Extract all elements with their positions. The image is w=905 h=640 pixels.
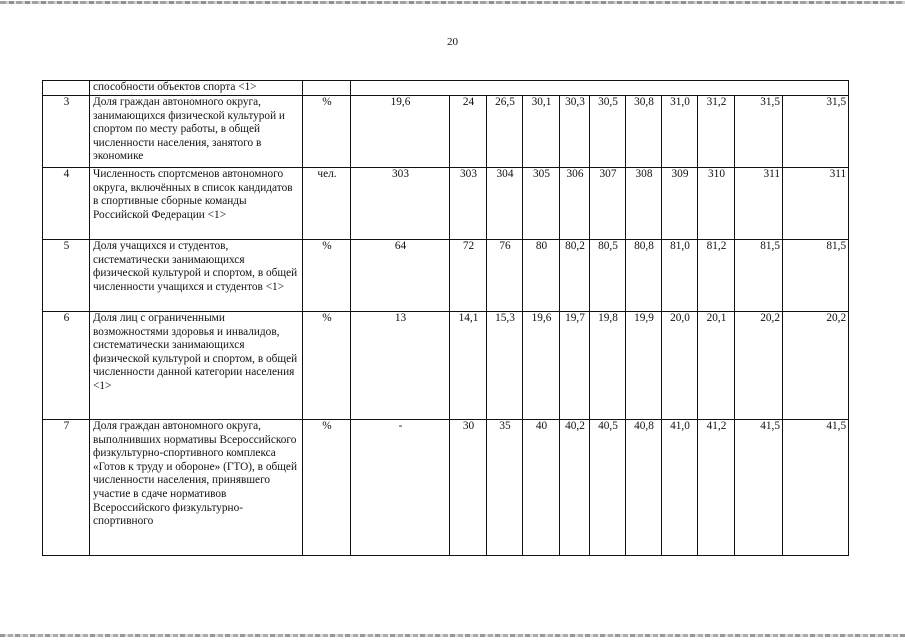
value-cell: 311: [735, 168, 783, 240]
unit-cell: %: [303, 420, 351, 556]
table-row: [43, 168, 849, 240]
unit-cell: %: [303, 96, 351, 168]
unit-cell: %: [303, 240, 351, 312]
value-cell: 31,5: [735, 96, 783, 168]
cell-num: [43, 81, 90, 96]
value-cell: -: [351, 420, 450, 556]
value-cell: 40,8: [626, 420, 662, 556]
table-row: [43, 420, 849, 556]
indicator-name: Доля учащихся и студентов, систематически занимающихся физической культурой и спортом, в общей численности учащихся и студентов <1>: [90, 240, 303, 312]
value-cell: 30,1: [523, 96, 560, 168]
value-cell: 35: [487, 420, 523, 556]
value-cell: 26,5: [487, 96, 523, 168]
value-cell: 19,8: [590, 312, 626, 420]
scan-edge-top: [0, 1, 905, 4]
value-cell: 20,1: [698, 312, 735, 420]
value-cell: 41,5: [735, 420, 783, 556]
value-cell: 309: [662, 168, 698, 240]
value-cell: 20,2: [735, 312, 783, 420]
indicator-name: Доля граждан автономного округа, занимающихся физической культурой и спортом по месту работы, в общей численности населения, занятого в экономике: [90, 96, 303, 168]
value-cell: 80,8: [626, 240, 662, 312]
table-row: [43, 240, 849, 312]
value-cell: 20,2: [783, 312, 849, 420]
value-cell: 80: [523, 240, 560, 312]
value-cell: 41,0: [662, 420, 698, 556]
indicators-table: [42, 80, 849, 556]
page-number: 20: [447, 36, 458, 48]
unit-cell: %: [303, 312, 351, 420]
value-cell: 308: [626, 168, 662, 240]
value-cell: 14,1: [450, 312, 487, 420]
value-cell: 24: [450, 96, 487, 168]
value-cell: 41,5: [783, 420, 849, 556]
scan-edge-bottom: [0, 634, 905, 637]
indicator-name: Доля лиц с ограниченными возможностями здоровья и инвалидов, систематически занимающихся физической культурой и спортом, в общей численности данной категории населения <1>: [90, 312, 303, 420]
value-cell: 80,5: [590, 240, 626, 312]
value-cell: 81,5: [735, 240, 783, 312]
value-cell: 30,5: [590, 96, 626, 168]
value-cell: 81,2: [698, 240, 735, 312]
value-cell: 15,3: [487, 312, 523, 420]
value-cell: 303: [450, 168, 487, 240]
value-cell: 304: [487, 168, 523, 240]
cell-name: способности объектов спорта <1>: [90, 81, 303, 96]
row-number: 5: [43, 240, 90, 312]
table-row: [43, 96, 849, 168]
value-cell: 31,5: [783, 96, 849, 168]
value-cell: 40,5: [590, 420, 626, 556]
row-number: 3: [43, 96, 90, 168]
value-cell: 81,0: [662, 240, 698, 312]
value-cell: 303: [351, 168, 450, 240]
value-cell: 30,3: [560, 96, 590, 168]
unit-cell: чел.: [303, 168, 351, 240]
value-cell: 81,5: [783, 240, 849, 312]
value-cell: 311: [783, 168, 849, 240]
value-cell: 80,2: [560, 240, 590, 312]
value-cell: 19,7: [560, 312, 590, 420]
indicator-name: Доля граждан автономного округа, выполнивших нормативы Всероссийского физкультурно-спортивного комплекса «Готов к труду и обороне» (ГТО), в общей численности населения, принявшего участие в сдаче нормативов Всероссийского физкультурно-спортивного: [90, 420, 303, 556]
row-number: 7: [43, 420, 90, 556]
table-rows: [43, 96, 849, 556]
value-cell: 310: [698, 168, 735, 240]
value-cell: 305: [523, 168, 560, 240]
value-cell: 40,2: [560, 420, 590, 556]
value-cell: 19,6: [351, 96, 450, 168]
row-number: 6: [43, 312, 90, 420]
value-cell: 31,0: [662, 96, 698, 168]
value-cell: 307: [590, 168, 626, 240]
value-cell: 13: [351, 312, 450, 420]
value-cell: 72: [450, 240, 487, 312]
row-number: 4: [43, 168, 90, 240]
table-row-carry-over: [43, 81, 849, 96]
value-cell: 19,9: [626, 312, 662, 420]
value-cell: 64: [351, 240, 450, 312]
value-cell: 20,0: [662, 312, 698, 420]
value-cell: 30,8: [626, 96, 662, 168]
value-cell: 76: [487, 240, 523, 312]
value-cell: 306: [560, 168, 590, 240]
table-row: [43, 312, 849, 420]
value-cell: 40: [523, 420, 560, 556]
value-cell: 31,2: [698, 96, 735, 168]
value-cell: 41,2: [698, 420, 735, 556]
value-cell: 30: [450, 420, 487, 556]
value-cell: 19,6: [523, 312, 560, 420]
indicator-name: Численность спортсменов автономного округа, включённых в список кандидатов в спортивные сборные команды Российской Федерации <1>: [90, 168, 303, 240]
